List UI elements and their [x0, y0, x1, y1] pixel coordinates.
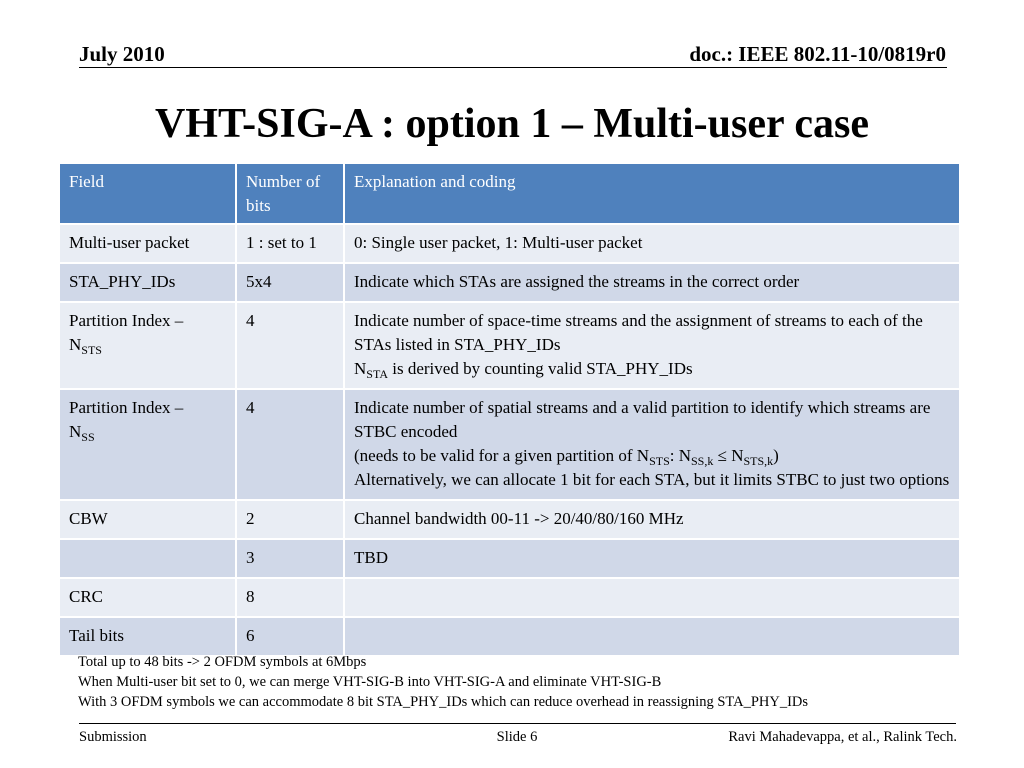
footer-divider: [79, 723, 956, 724]
explanation-cell: [344, 389, 960, 500]
explanation-subscript: STA: [366, 367, 388, 381]
explanation-text: is derived by counting valid STA_PHY_IDs: [388, 359, 693, 378]
field-cell: STA_PHY_IDs: [60, 263, 236, 302]
explanation-subscript: STS: [649, 454, 670, 468]
explanation-cell: 0: Single user packet, 1: Multi-user packet: [344, 224, 960, 263]
explanation-text: : N: [669, 446, 691, 465]
field-subscript: SS: [81, 430, 95, 444]
note-line: When Multi-user bit set to 0, we can merge VHT-SIG-B into VHT-SIG-A and eliminate VHT-SIG-B: [78, 674, 662, 690]
table-header-row: [60, 164, 960, 224]
table-row: [60, 500, 960, 539]
table-row: [60, 539, 960, 578]
field-subscript: STS: [81, 343, 102, 357]
explanation-subscript: SS,k: [691, 454, 714, 468]
explanation-cell: Indicate which STAs are assigned the streams in the correct order: [344, 263, 960, 302]
table-row: [60, 389, 960, 500]
field-cell: Tail bits: [60, 617, 236, 656]
bits-cell: 5x4: [236, 263, 344, 302]
explanation-cell: [344, 302, 960, 389]
field-cell: CBW: [60, 500, 236, 539]
header-divider: [79, 67, 947, 68]
explanation-cell: TBD: [344, 539, 960, 578]
bits-cell: 2: [236, 500, 344, 539]
bits-cell: 1 : set to 1: [236, 224, 344, 263]
table-row: [60, 224, 960, 263]
bits-cell: 3: [236, 539, 344, 578]
field-cell: [60, 389, 236, 500]
explanation-text: ≤ N: [713, 446, 744, 465]
footer-submission: Submission: [79, 729, 147, 745]
field-symbol: N: [69, 335, 82, 354]
slide-title: VHT-SIG-A : option 1 – Multi-user case: [154, 101, 870, 147]
note-line: Total up to 48 bits -> 2 OFDM symbols at 6Mbps: [78, 654, 367, 670]
explanation-text: ): [773, 446, 779, 465]
column-header-explanation: Explanation and coding: [344, 164, 960, 224]
explanation-text: Indicate number of space-time streams and the assignment of streams to each of the STAs listed in STA_PHY_IDs: [354, 311, 923, 354]
bits-cell: 8: [236, 578, 344, 617]
table-row: [60, 263, 960, 302]
note-line: With 3 OFDM symbols we can accommodate 8 bit STA_PHY_IDs which can reduce overhead in reassigning STA_PHY_IDs: [78, 694, 809, 710]
bits-cell: 4: [236, 389, 344, 500]
table-row: [60, 578, 960, 617]
explanation-text: Alternatively, we can allocate 1 bit for each STA, but it limits STBC to just two options: [354, 470, 950, 489]
footer-slide-number: Slide 6: [496, 729, 538, 745]
column-header-field: Field: [60, 164, 236, 224]
explanation-text: Indicate number of spatial streams and a valid partition to identify which streams are STBC encoded: [354, 398, 931, 441]
bits-cell: 6: [236, 617, 344, 656]
vht-sig-a-table: [60, 164, 961, 657]
explanation-text: (needs to be valid for a given partition of N: [354, 446, 650, 465]
explanation-cell: Channel bandwidth 00-11 -> 20/40/80/160 MHz: [344, 500, 960, 539]
field-cell: [60, 539, 236, 578]
field-cell: CRC: [60, 578, 236, 617]
notes-block: [78, 652, 808, 712]
column-header-bits: Number of bits: [236, 164, 344, 224]
table-row: [60, 302, 960, 389]
field-text: Partition Index –: [69, 311, 184, 330]
field-text: Partition Index –: [69, 398, 184, 417]
explanation-symbol: N: [354, 359, 367, 378]
header-date: July 2010: [79, 42, 165, 66]
table-row: [60, 617, 960, 656]
header-doc-id: doc.: IEEE 802.11-10/0819r0: [689, 42, 946, 66]
explanation-cell: [344, 617, 960, 656]
bits-cell: 4: [236, 302, 344, 389]
explanation-subscript: STS,k: [743, 454, 774, 468]
field-cell: [60, 302, 236, 389]
field-symbol: N: [69, 422, 82, 441]
footer-author: Ravi Mahadevappa, et al., Ralink Tech.: [728, 729, 957, 745]
field-cell: Multi-user packet: [60, 224, 236, 263]
explanation-cell: [344, 578, 960, 617]
